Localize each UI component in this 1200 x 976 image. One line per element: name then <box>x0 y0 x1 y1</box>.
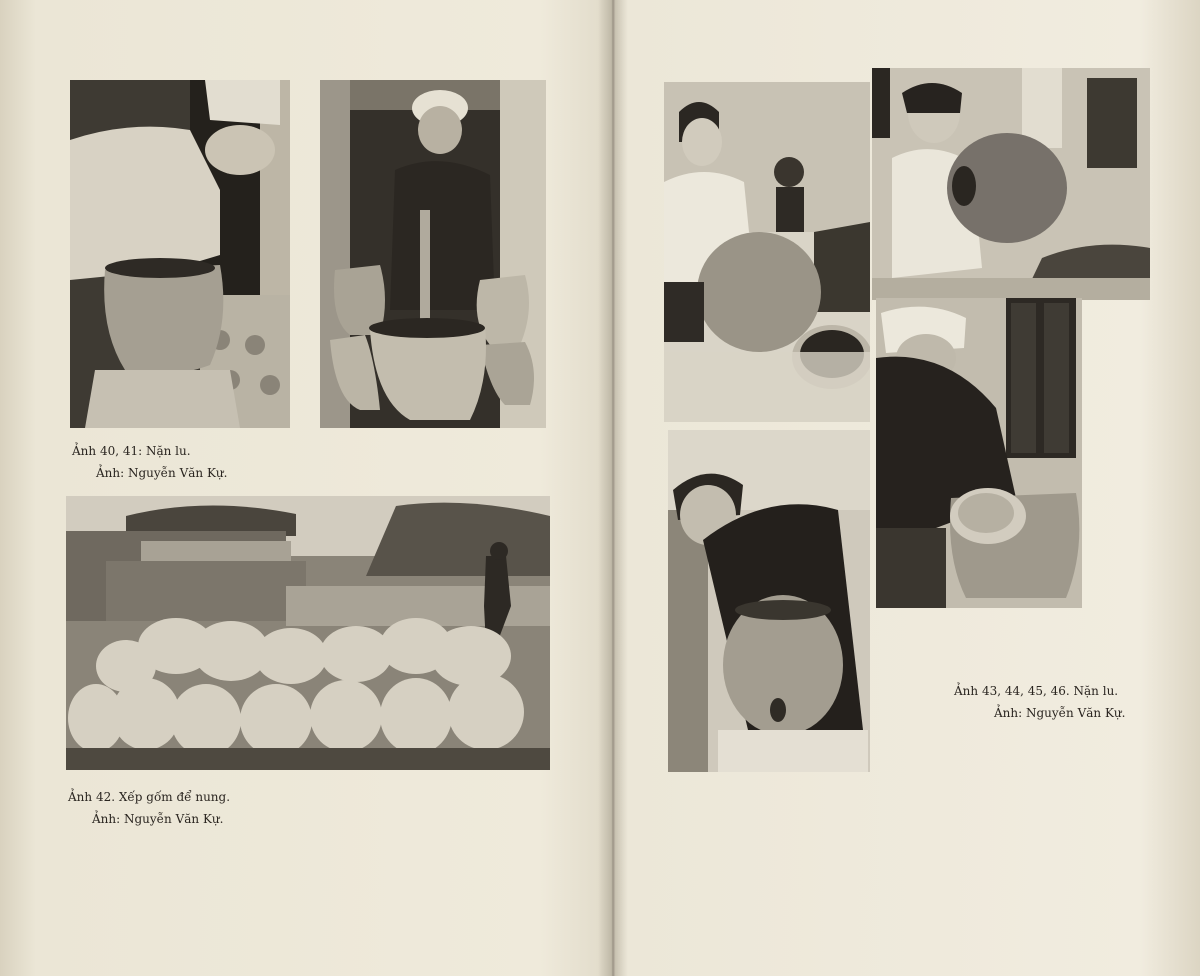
caption-title: Ảnh 40, 41: Nặn lu. <box>72 444 191 458</box>
photo-46 <box>876 298 1082 608</box>
photo-44 <box>872 68 1150 300</box>
photo-40 <box>70 80 290 428</box>
caption-title: Ảnh 43, 44, 45, 46. Nặn lu. <box>954 684 1119 698</box>
caption-credit: Ảnh: Nguyễn Văn Kự. <box>96 466 228 480</box>
caption-credit: Ảnh: Nguyễn Văn Kự. <box>92 812 224 826</box>
right-page <box>612 0 1200 976</box>
photo-45 <box>668 430 870 772</box>
photo-42 <box>66 496 550 770</box>
caption-credit: Ảnh: Nguyễn Văn Kự. <box>994 706 1126 720</box>
caption-photo-42 <box>68 786 230 830</box>
photo-43 <box>664 82 870 422</box>
caption-photos-40-41 <box>72 440 227 484</box>
caption-title: Ảnh 42. Xếp gốm để nung. <box>68 790 231 804</box>
caption-photos-43-46 <box>954 680 1125 724</box>
photo-41 <box>320 80 546 428</box>
